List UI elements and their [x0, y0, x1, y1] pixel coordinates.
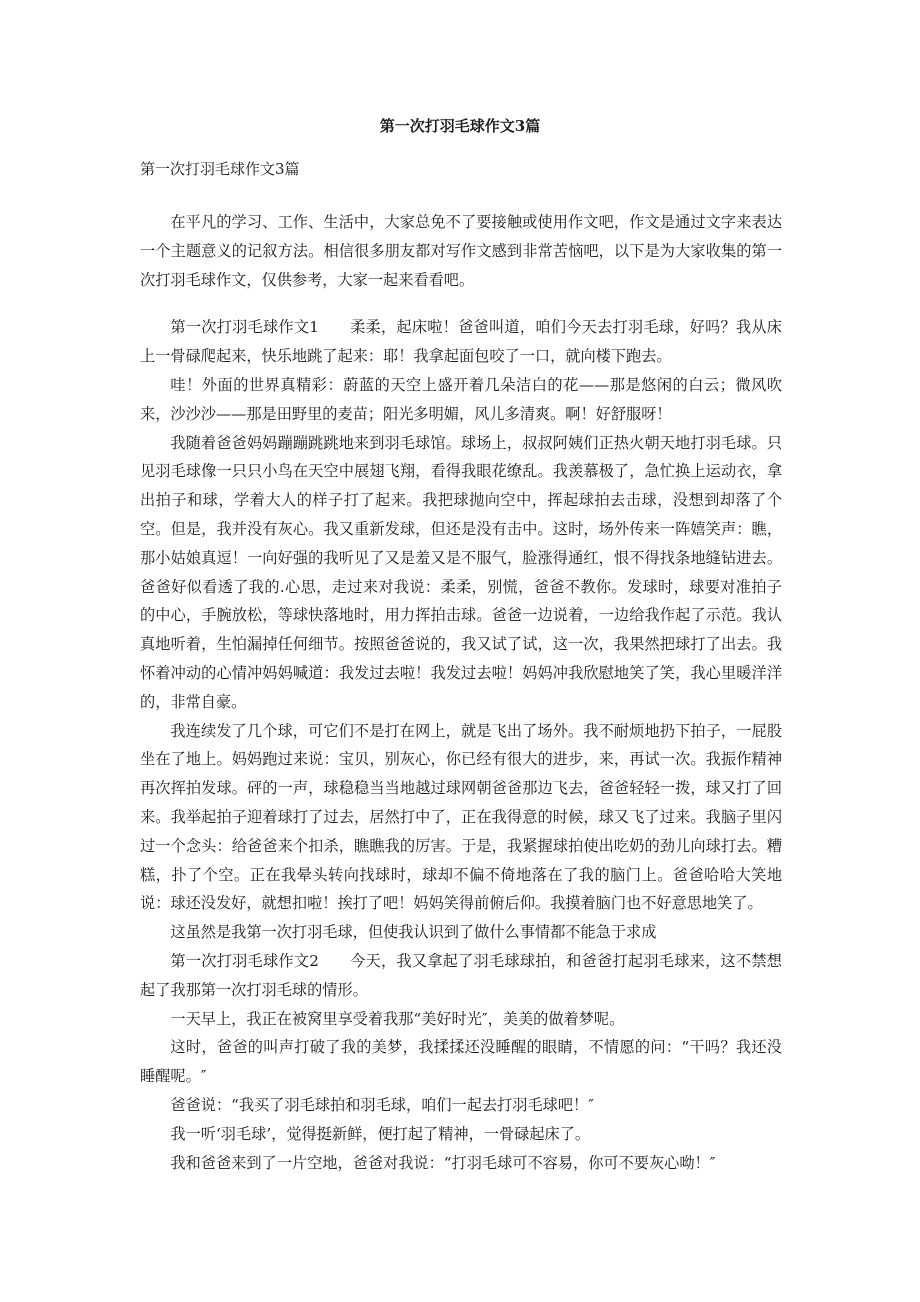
body-paragraph: 我一听‘羽毛球’，觉得挺新鲜，便打起了精神，一骨碌起床了。 [170, 1124, 591, 1143]
body-paragraph: 第一次打羽毛球作文2 今天，我又拿起了羽毛球球拍，和爸爸打起羽毛球来，这不禁想起了我那第一次打羽毛球的情形。 [140, 951, 782, 999]
intro-paragraph: 在平凡的学习、工作、生活中，大家总免不了要接触或使用作文吧，作文是通过文字来表达一个主题意义的记叙方法。相信很多朋友都对写作文感到非常苦恼吧，以下是为大家收集的第一次打羽毛球作文，仅供参考，大家一起来看看吧。 [140, 213, 782, 289]
body-paragraph: 哇！外面的世界真精彩：蔚蓝的天空上盛开着几朵洁白的花——那是悠闲的白云；微风吹来，沙沙沙——那是田野里的麦苗；阳光多明媚，风儿多清爽。啊！好舒服呀！ [140, 375, 782, 423]
body-paragraph: 第一次打羽毛球作文1 柔柔，起床啦！爸爸叫道，咱们今天去打羽毛球，好吗？我从床上一骨碌爬起来，快乐地跳了起来：耶！我拿起面包咬了一口，就向楼下跑去。 [140, 318, 782, 366]
body-paragraph: 我和爸爸来到了一片空地，爸爸对我说：“打羽毛球可不容易，你可不要灰心呦！″ [170, 1153, 716, 1172]
document-title: 第一次打羽毛球作文3篇 [379, 117, 541, 135]
document-subtitle: 第一次打羽毛球作文3篇 [140, 160, 300, 178]
document-body [140, 208, 782, 1177]
body-paragraph: 爸爸说：“我买了羽毛球拍和羽毛球，咱们一起去打羽毛球吧！″ [170, 1095, 594, 1114]
body-paragraph: 这时，爸爸的叫声打破了我的美梦，我揉揉还没睡醒的眼睛，不情愿的问：“干吗？我还没睡醒呢。″ [140, 1038, 782, 1086]
body-paragraph: 我连续发了几个球，可它们不是打在网上，就是飞出了场外。我不耐烦地扔下拍子，一屁股坐在了地上。妈妈跑过来说：宝贝，别灰心，你已经有很大的进步，来，再试一次。我振作精神再次挥拍发球。砰的一声，球稳稳当当地越过球网朝爸爸那边飞去，爸爸轻轻一拨，球又打了回来。我举起拍子迎着球打了过去，居然打中了，正在我得意的时候，球又飞了过来。我脑子里闪过一个念头：给爸爸来个扣杀，瞧瞧我的厉害。于是，我紧握球拍使出吃奶的劲儿向球打去。糟糕，扑了个空。正在我晕头转向找球时，球却不偏不倚地落在了我的脑门上。爸爸哈哈大笑地说：球还没发好，就想扣啦！挨打了吧！妈妈笑得前俯后仰。我摸着脑门也不好意思地笑了。 [140, 721, 782, 913]
body-paragraph: 我随着爸爸妈妈蹦蹦跳跳地来到羽毛球馆。球场上，叔叔阿姨们正热火朝天地打羽毛球。只见羽毛球像一只只小鸟在天空中展翅飞翔，看得我眼花缭乱。我羡慕极了，急忙换上运动衣，拿出拍子和球，学着大人的样子打了起来。我把球抛向空中，挥起球拍去击球，没想到却落了个空。但是，我并没有灰心。我又重新发球，但还是没有击中。这时，场外传来一阵嬉笑声：瞧，那小姑娘真逗！一向好强的我听见了又是羞又是不服气，脸涨得通红，恨不得找条地缝钻进去。爸爸好似看透了我的.心思，走过来对我说：柔柔，别慌，爸爸不教你。发球时，球要对准拍子的中心，手腕放松，等球快落地时，用力挥拍击球。爸爸一边说着，一边给我作起了示范。我认真地听着，生怕漏掉任何细节。按照爸爸说的，我又试了试，这一次，我果然把球打了出去。我怀着冲动的心情冲妈妈喊道：我发过去啦！我发过去啦！妈妈冲我欣慰地笑了笑，我心里暖洋洋的，非常自豪。 [140, 433, 782, 711]
body-paragraph: 这虽然是我第一次打羽毛球，但使我认识到了做什么事情都不能急于求成 [170, 923, 657, 942]
body-paragraph: 一天早上，我正在被窝里享受着我那“美好时光″，美美的做着梦呢。 [170, 1009, 625, 1028]
